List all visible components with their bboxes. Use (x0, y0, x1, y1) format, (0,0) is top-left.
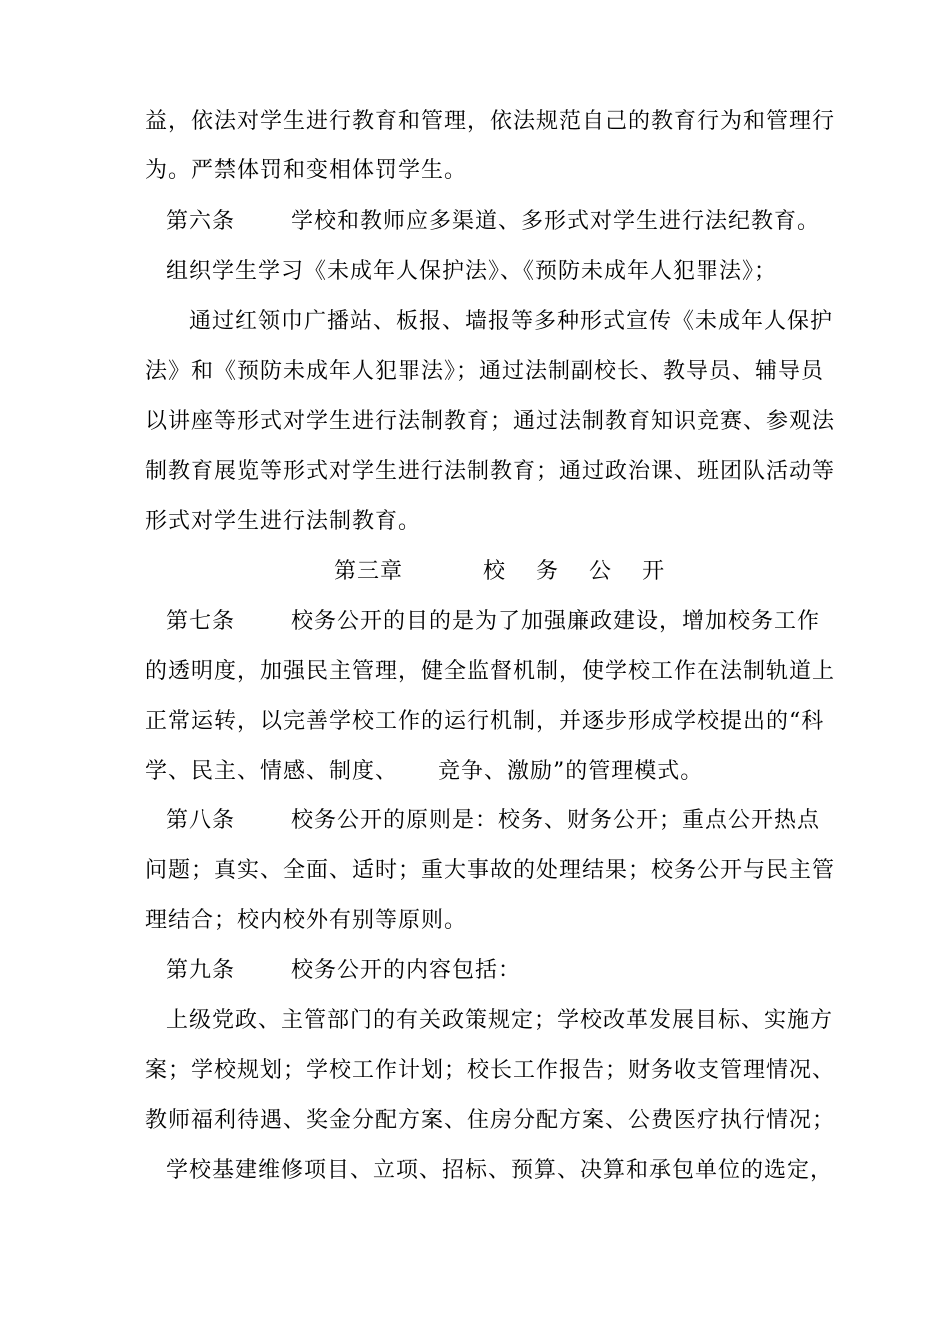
article-number: 第八条 (166, 808, 236, 833)
article-8 (166, 806, 820, 836)
article-number: 第九条 (166, 958, 236, 983)
chapter-number: 第三章 (334, 559, 404, 584)
article-text: 学校和教师应多渠道、多形式对学生进行法纪教育。 (291, 209, 821, 234)
paragraph-line: 教师福利待遇、奖金分配方案、住房分配方案、公费医疗执行情况； (145, 1108, 836, 1133)
paragraph-line: 形式对学生进行法制教育。 (145, 509, 422, 534)
paragraph-line: 理结合；校内校外有别等原则。 (145, 908, 468, 933)
chapter-title-char: 校 (483, 559, 507, 584)
paragraph-line: 组织学生学习《未成年人保护法》、《预防未成年人犯罪法》； (166, 259, 778, 284)
paragraph-line: 的透明度，加强民主管理，健全监督机制，使学校工作在法制轨道上 (145, 659, 836, 684)
paragraph-line: 以讲座等形式对学生进行法制教育；通过法制教育知识竞赛、参观法 (145, 409, 836, 434)
chapter-title-char: 开 (642, 559, 666, 584)
chapter-title-char: 务 (536, 559, 560, 584)
article-6 (166, 207, 820, 237)
paragraph-line: 问题；真实、全面、适时；重大事故的处理结果；校务公开与民主管 (145, 858, 836, 883)
paragraph-line: 通过红领巾广播站、板报、墙报等多种形式宣传《未成年人保护 (189, 309, 834, 334)
article-text: 校务公开的目的是为了加强廉政建设，增加校务工作 (291, 609, 821, 634)
chapter-heading (334, 557, 695, 587)
article-7 (166, 607, 820, 637)
paragraph-line: 案；学校规划；学校工作计划；校长工作报告；财务收支管理情况、 (145, 1058, 836, 1083)
article-text: 校务公开的内容包括： (291, 958, 522, 983)
article-text: 校务公开的原则是：校务、财务公开；重点公开热点 (291, 808, 821, 833)
text-segment: 学、民主、情感、制度、 (145, 759, 399, 784)
paragraph-line: 制教育展览等形式对学生进行法制教育；通过政治课、班团队活动等 (145, 459, 836, 484)
text-segment: 竞争、激励”的管理模式。 (438, 759, 704, 784)
paragraph-line: 益，依法对学生进行教育和管理，依法规范自己的教育行为和管理行 (145, 109, 836, 134)
article-9 (166, 956, 521, 986)
paragraph-line: 上级党政、主管部门的有关政策规定；学校改革发展目标、实施方 (166, 1008, 834, 1033)
article-number: 第六条 (166, 209, 236, 234)
paragraph-line: 正常运转，以完善学校工作的运行机制，并逐步形成学校提出的“科 (145, 709, 825, 734)
paragraph-line (145, 757, 703, 787)
paragraph-line: 法》和《预防未成年人犯罪法》；通过法制副校长、教导员、辅导员 (145, 359, 825, 384)
article-number: 第七条 (166, 609, 236, 634)
paragraph-line: 为。严禁体罚和变相体罚学生。 (145, 158, 468, 183)
chapter-title-char: 公 (589, 559, 613, 584)
paragraph-line: 学校基建维修项目、立项、招标、预算、决算和承包单位的选定， (166, 1158, 834, 1183)
